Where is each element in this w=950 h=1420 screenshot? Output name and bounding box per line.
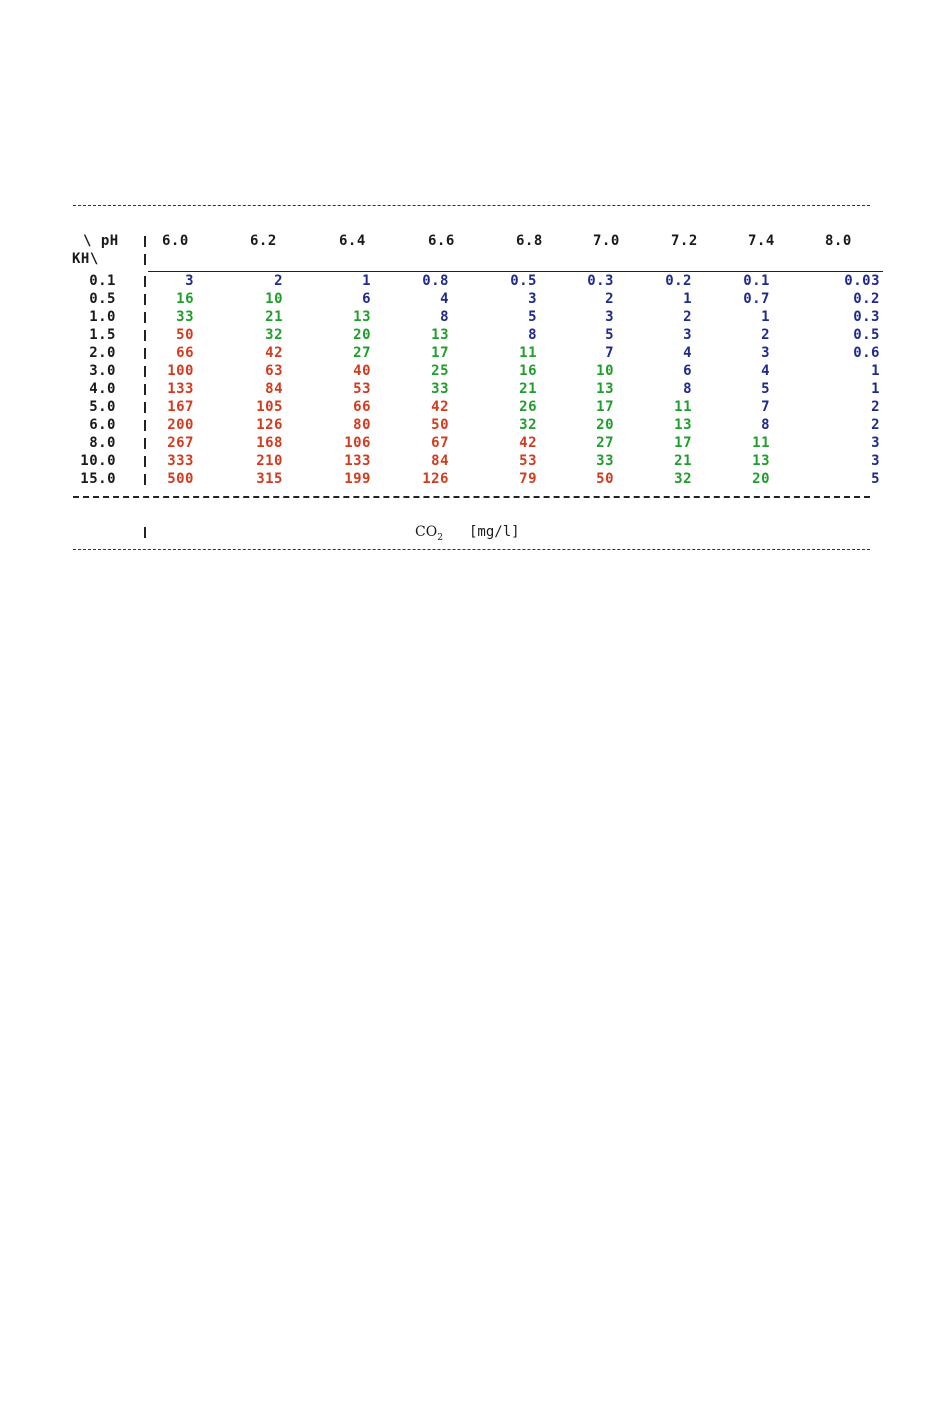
kh-row-label: 5.0 [89, 399, 116, 415]
co2-value-cell: 16 [519, 363, 537, 379]
co2-value-cell: 16 [176, 291, 194, 307]
ph-column-header: 6.6 [428, 233, 455, 249]
co2-value-cell: 20 [596, 417, 614, 433]
co2-value-cell: 50 [176, 327, 194, 343]
co2-value-cell: 3 [605, 309, 614, 325]
middle-dashed-rule [73, 496, 870, 498]
co2-value-cell: 50 [596, 471, 614, 487]
co2-value-cell: 17 [431, 345, 449, 361]
co2-value-cell: 500 [167, 471, 194, 487]
ph-column-header: 7.4 [748, 233, 775, 249]
co2-value-cell: 42 [265, 345, 283, 361]
co2-value-cell: 4 [440, 291, 449, 307]
co2-value-cell: 0.2 [665, 273, 692, 289]
co2-value-cell: 0.8 [422, 273, 449, 289]
co2-value-cell: 315 [256, 471, 283, 487]
co2-value-cell: 267 [167, 435, 194, 451]
co2-value-cell: 33 [596, 453, 614, 469]
co2-value-cell: 53 [519, 453, 537, 469]
co2-value-cell: 66 [176, 345, 194, 361]
co2-value-cell: 67 [431, 435, 449, 451]
co2-value-cell: 2 [605, 291, 614, 307]
co2-value-cell: 66 [353, 399, 371, 415]
co2-value-cell: 3 [871, 435, 880, 451]
ph-column-header: 6.4 [339, 233, 366, 249]
co2-value-cell: 32 [519, 417, 537, 433]
co2-value-cell: 6 [362, 291, 371, 307]
co2-value-cell: 53 [353, 381, 371, 397]
co2-value-cell: 2 [871, 417, 880, 433]
co2-text: CO [415, 524, 438, 540]
ph-column-header: 7.2 [671, 233, 698, 249]
kh-row-label: 0.5 [89, 291, 116, 307]
co2-value-cell: 84 [265, 381, 283, 397]
co2-value-cell: 2 [274, 273, 283, 289]
co2-value-cell: 210 [256, 453, 283, 469]
corner-kh-label: KH\ [72, 251, 99, 267]
ph-column-header: 7.0 [593, 233, 620, 249]
kh-row-label: 2.0 [89, 345, 116, 361]
co2-subscript: 2 [437, 532, 443, 543]
unit-label: [mg/l] [469, 524, 520, 540]
co2-value-cell: 5 [605, 327, 614, 343]
co2-value-cell: 42 [519, 435, 537, 451]
co2-value-cell: 8 [683, 381, 692, 397]
co2-value-cell: 0.6 [853, 345, 880, 361]
co2-value-cell: 33 [176, 309, 194, 325]
kh-row-label: 1.0 [89, 309, 116, 325]
co2-value-cell: 10 [265, 291, 283, 307]
co2-value-cell: 40 [353, 363, 371, 379]
co2-value-cell: 42 [431, 399, 449, 415]
co2-value-cell: 7 [761, 399, 770, 415]
bottom-dashed-rule [73, 549, 870, 550]
co2-value-cell: 8 [761, 417, 770, 433]
co2-value-cell: 133 [167, 381, 194, 397]
ph-column-header: 6.0 [162, 233, 189, 249]
kh-row-label: 8.0 [89, 435, 116, 451]
co2-value-cell: 1 [362, 273, 371, 289]
co2-value-cell: 21 [265, 309, 283, 325]
co2-value-cell: 3 [871, 453, 880, 469]
co2-value-cell: 8 [528, 327, 537, 343]
co2-value-cell: 4 [761, 363, 770, 379]
co2-value-cell: 106 [344, 435, 371, 451]
co2-value-cell: 1 [761, 309, 770, 325]
co2-value-cell: 1 [871, 381, 880, 397]
kh-row-label: 0.1 [89, 273, 116, 289]
co2-value-cell: 0.5 [853, 327, 880, 343]
co2-value-cell: 27 [596, 435, 614, 451]
co2-value-cell: 2 [683, 309, 692, 325]
co2-value-cell: 5 [871, 471, 880, 487]
kh-row-label: 4.0 [89, 381, 116, 397]
co2-value-cell: 0.2 [853, 291, 880, 307]
co2-value-cell: 167 [167, 399, 194, 415]
co2-value-cell: 13 [431, 327, 449, 343]
co2-value-cell: 199 [344, 471, 371, 487]
co2-value-cell: 2 [871, 399, 880, 415]
kh-row-label: 15.0 [80, 471, 116, 487]
co2-value-cell: 1 [871, 363, 880, 379]
co2-value-cell: 6 [683, 363, 692, 379]
header-underline [148, 271, 883, 272]
co2-value-cell: 126 [256, 417, 283, 433]
co2-value-cell: 84 [431, 453, 449, 469]
co2-value-cell: 2 [761, 327, 770, 343]
co2-value-cell: 126 [422, 471, 449, 487]
ph-column-header: 8.0 [825, 233, 852, 249]
co2-value-cell: 1 [683, 291, 692, 307]
co2-value-cell: 133 [344, 453, 371, 469]
co2-value-cell: 3 [528, 291, 537, 307]
kh-row-label: 6.0 [89, 417, 116, 433]
co2-value-cell: 0.3 [853, 309, 880, 325]
ph-column-header: 6.8 [516, 233, 543, 249]
co2-value-cell: 8 [440, 309, 449, 325]
co2-value-cell: 11 [674, 399, 692, 415]
co2-value-cell: 10 [596, 363, 614, 379]
co2-value-cell: 50 [431, 417, 449, 433]
co2-value-cell: 5 [761, 381, 770, 397]
co2-value-cell: 7 [605, 345, 614, 361]
co2-value-cell: 3 [683, 327, 692, 343]
co2-value-cell: 105 [256, 399, 283, 415]
co2-value-cell: 20 [353, 327, 371, 343]
co2-value-cell: 21 [674, 453, 692, 469]
ph-column-header: 6.2 [250, 233, 277, 249]
co2-value-cell: 33 [431, 381, 449, 397]
co2-value-cell: 333 [167, 453, 194, 469]
co2-label [415, 524, 443, 546]
co2-value-cell: 32 [674, 471, 692, 487]
co2-value-cell: 11 [752, 435, 770, 451]
co2-value-cell: 13 [752, 453, 770, 469]
co2-value-cell: 100 [167, 363, 194, 379]
co2-value-cell: 3 [185, 273, 194, 289]
co2-value-cell: 4 [683, 345, 692, 361]
co2-value-cell: 3 [761, 345, 770, 361]
co2-value-cell: 13 [674, 417, 692, 433]
co2-value-cell: 0.1 [743, 273, 770, 289]
co2-value-cell: 0.7 [743, 291, 770, 307]
kh-row-label: 1.5 [89, 327, 116, 343]
co2-value-cell: 17 [674, 435, 692, 451]
top-dashed-rule [73, 205, 870, 206]
co2-value-cell: 63 [265, 363, 283, 379]
co2-value-cell: 17 [596, 399, 614, 415]
co2-value-cell: 20 [752, 471, 770, 487]
footer-pipe [144, 527, 146, 538]
co2-value-cell: 5 [528, 309, 537, 325]
kh-row-label: 3.0 [89, 363, 116, 379]
co2-value-cell: 21 [519, 381, 537, 397]
co2-value-cell: 80 [353, 417, 371, 433]
co2-value-cell: 32 [265, 327, 283, 343]
co2-value-cell: 0.03 [844, 273, 880, 289]
kh-row-label: 10.0 [80, 453, 116, 469]
co2-value-cell: 26 [519, 399, 537, 415]
co2-value-cell: 200 [167, 417, 194, 433]
header-pipe [144, 236, 146, 247]
co2-value-cell: 13 [353, 309, 371, 325]
co2-value-cell: 11 [519, 345, 537, 361]
co2-value-cell: 25 [431, 363, 449, 379]
co2-value-cell: 27 [353, 345, 371, 361]
header-pipe [144, 254, 146, 265]
co2-value-cell: 79 [519, 471, 537, 487]
co2-value-cell: 13 [596, 381, 614, 397]
co2-value-cell: 0.3 [587, 273, 614, 289]
co2-value-cell: 0.5 [510, 273, 537, 289]
corner-ph-label: \ pH [83, 233, 119, 249]
co2-value-cell: 168 [256, 435, 283, 451]
